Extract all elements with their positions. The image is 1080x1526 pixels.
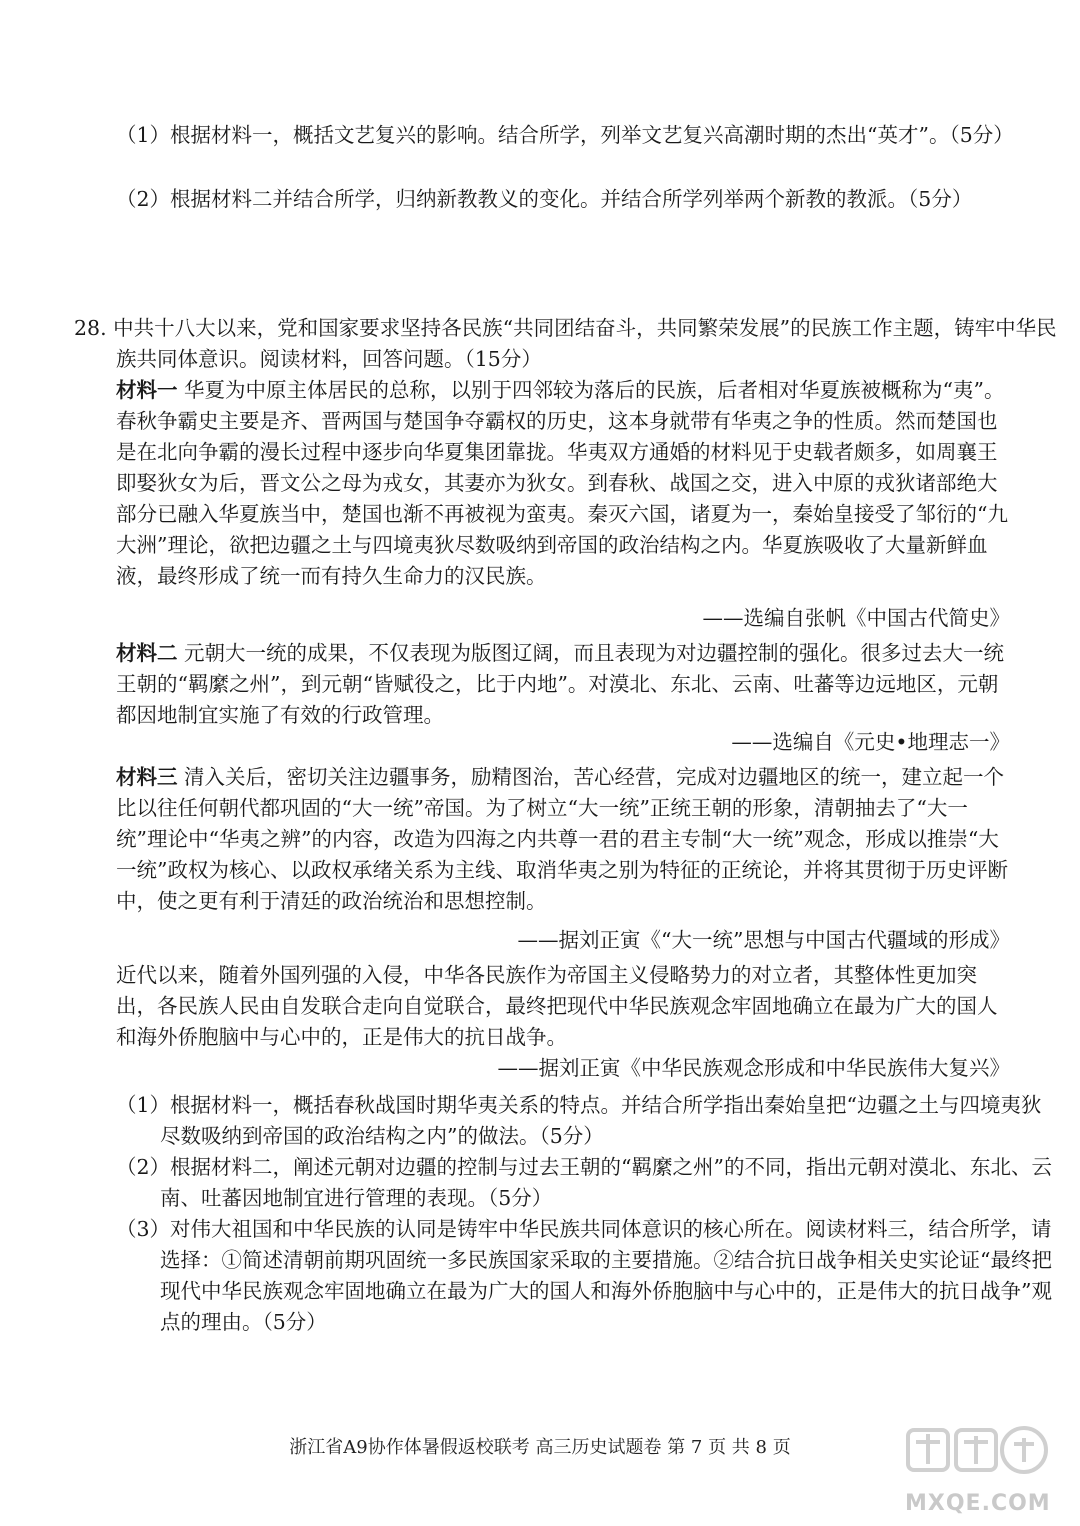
sub-question-2: （2）根据材料二，阐述元朝对边疆的控制与过去王朝的“羁縻之州”的不同，指出元朝对漠北、东北、云南、吐蕃因地制宜进行管理的表现。（5分） xyxy=(116,1155,1053,1210)
watermark-text: MXQE.COM xyxy=(905,1491,1051,1516)
material-2 xyxy=(116,638,1016,731)
prev-question-2: （2）根据材料二并结合所学，归纳新教教义的变化。并结合所学列举两个新教的教派。（5分） xyxy=(116,187,973,211)
sub-question-1: （1）根据材料一，概括春秋战国时期华夷关系的特点。并结合所学指出秦始皇把“边疆之土与四境夷狄尽数吸纳到帝国的政治结构之内”的做法。（5分） xyxy=(116,1093,1042,1148)
material-1 xyxy=(116,375,1016,592)
material-3-label: 材料三 xyxy=(116,765,178,789)
material-1-label: 材料一 xyxy=(116,378,178,402)
material-1-source: ——选编自张帆《中国古代简史》 xyxy=(702,606,1010,630)
material-3 xyxy=(116,762,1016,917)
question-28-stem xyxy=(74,313,1061,375)
prev-question-1: （1）根据材料一，概括文艺复兴的影响。结合所学，列举文艺复兴高潮时期的杰出“英才”。（5分） xyxy=(116,123,1014,147)
page-footer: 浙江省A9协作体暑假返校联考 高三历史试题卷 第 7 页 共 8 页 xyxy=(289,1437,791,1458)
sub-question-3: （3）对伟大祖国和中华民族的认同是铸牢中华民族共同体意识的核心所在。阅读材料三，结合所学，请选择：①简述清朝前期巩固统一多民族国家采取的主要措施。②结合抗日战争相关史实论证“最终把现代中华民族观念牢固地确立在最为广大的国人和海外侨胞脑中与心中的，正是伟大的抗日战争”观点的理由。（5分） xyxy=(116,1217,1052,1334)
material-3-paragraph-2-source: ——据刘正寅《中华民族观念形成和中华民族伟大复兴》 xyxy=(497,1056,1010,1080)
material-3-text: 清入关后，密切关注边疆事务，励精图治，苦心经营，完成对边疆地区的统一，建立起一个比以往任何朝代都巩固的“大一统”帝国。为了树立“大一统”正统王朝的形象，清朝抽去了“大一统”理论中“华夷之辨”的内容，改造为四海之内共尊一君的君主专制“大一统”观念，形成以推崇“大一统”政权为核心、以政权承绪关系为主线、取消华夷之别为特征的正统论，并将其贯彻于历史评断中，使之更有利于清廷的政治统治和思想控制。 xyxy=(116,765,1008,913)
material-2-label: 材料二 xyxy=(116,641,178,665)
material-2-text: 元朝大一统的成果，不仅表现为版图辽阔，而且表现为对边疆控制的强化。很多过去大一统王朝的“羁縻之州”，到元朝“皆赋役之，比于内地”。对漠北、东北、云南、吐蕃等边远地区，元朝都因地制宜实施了有效的行政管理。 xyxy=(116,641,1005,727)
material-1-text: 华夏为中原主体居民的总称，以别于四邻较为落后的民族，后者相对华夏族被概称为“夷”。春秋争霸史主要是齐、晋两国与楚国争夺霸权的历史，这本身就带有华夷之争的性质。然而楚国也是在北向争霸的漫长过程中逐步向华夏集团靠拢。华夷双方通婚的材料见于史载者颇多，如周襄王即娶狄女为后，晋文公之母为戎女，其妻亦为狄女。到春秋、战国之交，进入中原的戎狄诸部绝大部分已融入华夏族当中，楚国也渐不再被视为蛮夷。秦灭六国，诸夏为一，秦始皇接受了邹衍的“九大洲”理论，欲把边疆之土与四境夷狄尽数吸纳到帝国的政治结构之内。华夏族吸收了大量新鲜血液，最终形成了统一而有持久生命力的汉民族。 xyxy=(116,378,1008,588)
material-3-paragraph-2: 近代以来，随着外国列强的入侵，中华各民族作为帝国主义侵略势力的对立者，其整体性更加突出，各民族人民由自发联合走向自觉联合，最终把现代中华民族观念牢固地确立在最为广大的国人和海外侨胞脑中与心中的，正是伟大的抗日战争。 xyxy=(116,963,998,1049)
question-28-text: 28. 中共十八大以来，党和国家要求坚持各民族“共同团结奋斗，共同繁荣发展”的民族工作主题，铸牢中华民族共同体意识。阅读材料，回答问题。（15分） xyxy=(74,316,1057,371)
material-2-source: ——选编自《元史•地理志一》 xyxy=(731,730,1010,754)
material-3-source: ——据刘正寅《“大一统”思想与中国古代疆域的形成》 xyxy=(517,928,1010,952)
